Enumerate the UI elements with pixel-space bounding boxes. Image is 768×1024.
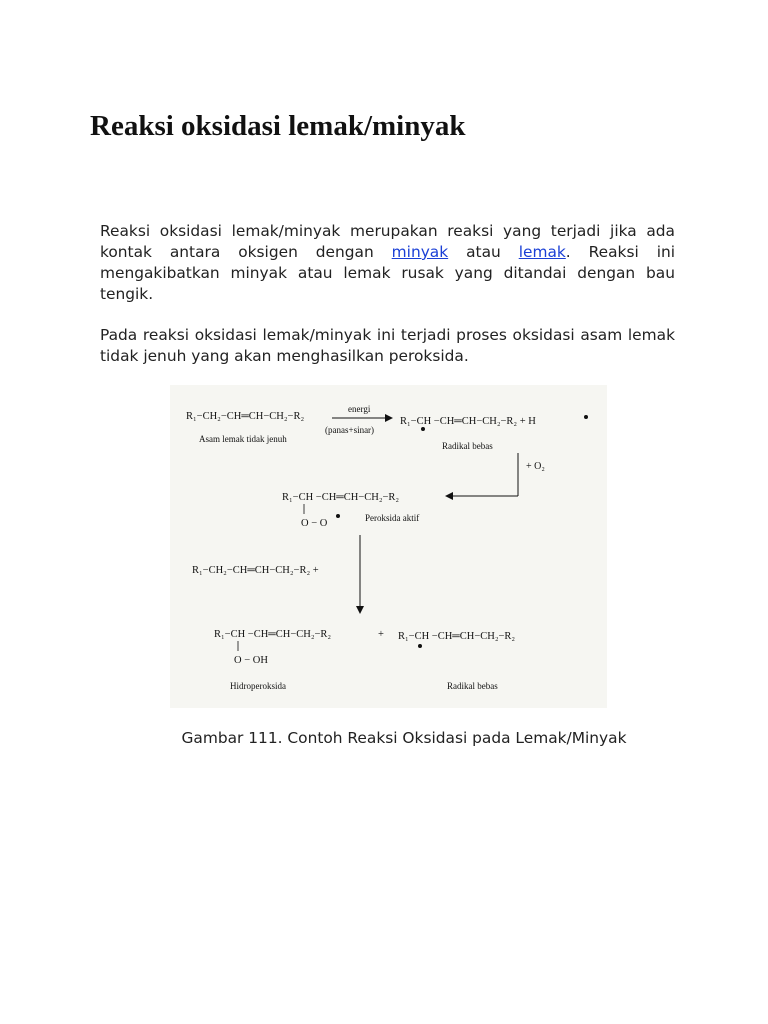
plus-sign: + [378,629,384,640]
label-unsaturated-acid: Asam lemak tidak jenuh [199,434,287,444]
reaction-diagram [170,385,607,708]
page-title: Reaksi oksidasi lemak/minyak [90,110,466,142]
product-2: R₁−CH −CH═CH−CH₂−R₂ [282,492,400,503]
lemak-link[interactable]: lemak [518,243,566,261]
plus-oxygen: + O₂ [526,461,545,472]
figure-caption: Gambar 111. Contoh Reaksi Oksidasi pada Lemak/Minyak [181,729,627,747]
radical-dot-2 [418,644,422,648]
reaction-figure [170,385,607,708]
product-1: R₁−CH −CH═CH−CH₂−R₂ + H [400,416,536,427]
process-paragraph: Pada reaksi oksidasi lemak/minyak ini terjadi proses oksidasi asam lemak tidak jenuh yang akan menghasilkan peroksida. [100,326,675,365]
reactant-1: R₁−CH₂−CH═CH−CH₂−R₂ [186,411,305,422]
intro-text-3: . Reaksi ini mengakibatkan minyak atau lemak rusak yang ditandai dengan bau tengik. [100,243,675,303]
hydroperoxy-group: O − OH [234,655,268,666]
intro-text-2: atau [448,243,519,261]
reactant-3: R₁−CH₂−CH═CH−CH₂−R₂ + [192,565,319,576]
peroxy-radical-dot [336,514,340,518]
product-hydroperoxide: R₁−CH −CH═CH−CH₂−R₂ [214,629,332,640]
intro-text-1: Reaksi oksidasi lemak/minyak merupakan reaksi yang terjadi jika ada kontak antara oksigen dengan [100,222,675,261]
arrow-top-label: energi [348,404,371,414]
intro-paragraph [100,221,675,305]
label-hydroperoxide: Hidroperoksida [230,681,286,691]
radical-dot-1 [421,427,425,431]
label-free-radical-1: Radikal bebas [442,441,493,451]
arrow-bottom-label: (panas+sinar) [325,425,375,435]
minyak-link[interactable]: minyak [391,243,449,261]
label-free-radical-2: Radikal bebas [447,681,498,691]
label-active-peroxide: Peroksida aktif [365,513,420,523]
peroxy-group: O − O [301,518,328,529]
h-radical-dot [584,415,588,419]
product-radical: R₁−CH −CH═CH−CH₂−R₂ [398,631,516,642]
